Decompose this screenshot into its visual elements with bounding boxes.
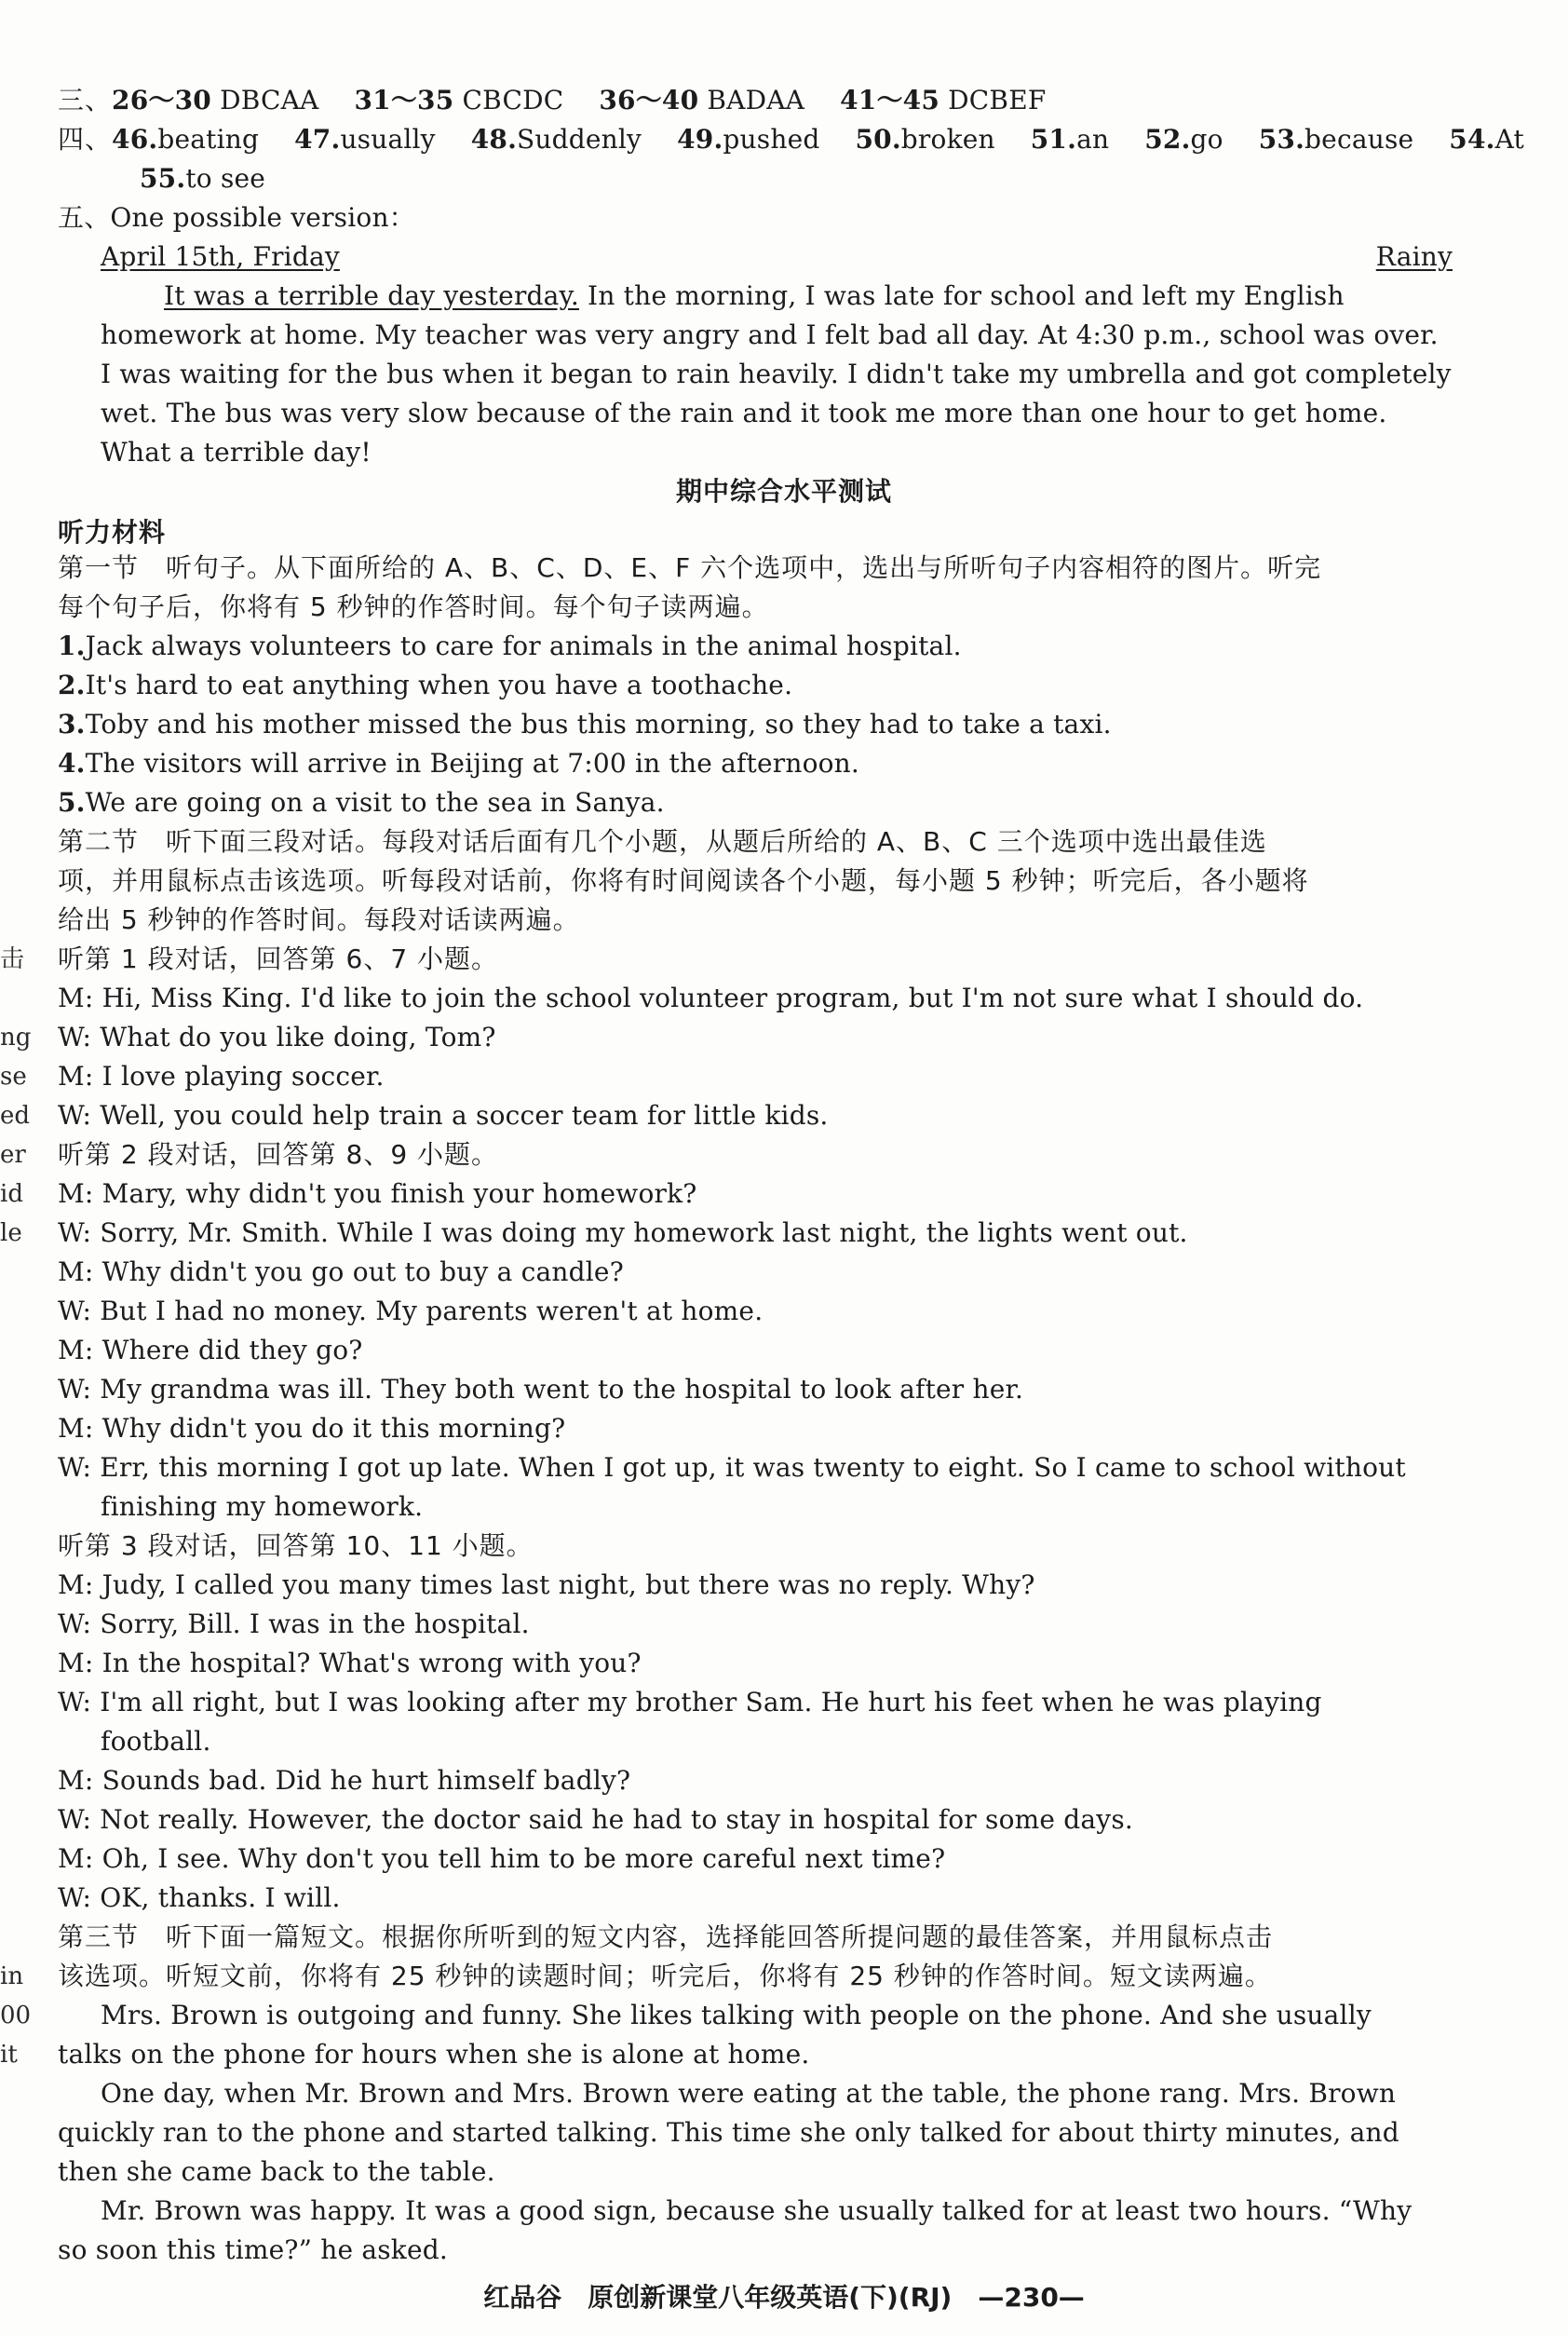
dialogue-line: W: Sorry, Bill. I was in the hospital.: [58, 1609, 530, 1639]
essay-line-5: What a terrible day!: [101, 437, 372, 468]
section-label: 三、: [58, 85, 113, 115]
essay-weather: Rainy: [1375, 241, 1453, 272]
part3-instruction: 第三节 听下面一篇短文。根据你所听到的短文内容，选择能回答所提问题的最佳答案，并用鼠标点击: [58, 1921, 1274, 1952]
dialogue-line: W: I'm all right, but I was looking after my brother Sam. He hurt his feet when he was playing: [58, 1687, 1322, 1717]
essay-date: April 15th, Friday: [101, 241, 340, 272]
dialogue-line: M: Hi, Miss King. I'd like to join the school volunteer program, but I'm not sure what I should do.: [58, 983, 1364, 1013]
dialogue-line: W: My grandma was ill. They both went to the hospital to look after her.: [58, 1374, 1024, 1405]
dialogue-line: M: Sounds bad. Did he hurt himself badly?: [58, 1765, 631, 1796]
dialogue-line-continuation: football.: [101, 1726, 211, 1757]
writing-heading: 五、One possible version：: [58, 202, 415, 233]
page-footer: 红品谷 原创新课堂八年级英语(下)(RJ) —230—: [483, 2282, 1085, 2313]
passage-line: then she came back to the table.: [58, 2156, 495, 2187]
dialogue-line: M: Why didn't you go out to buy a candle?: [58, 1256, 624, 1287]
dialogue-line: M: Mary, why didn't you finish your homework?: [58, 1178, 697, 1209]
listening-sentence: 3.Toby and his mother missed the bus this morning, so they had to take a taxi.: [58, 709, 1112, 740]
dialogue-line: M: I love playing soccer.: [58, 1061, 385, 1092]
listening-sentence: 4.The visitors will arrive in Beijing at 7:00 in the afternoon.: [58, 748, 860, 779]
margin-fragment: in: [0, 1962, 24, 1990]
listening-sentence: 1.Jack always volunteers to care for animals in the animal hospital.: [58, 631, 962, 661]
passage-line: Mr. Brown was happy. It was a good sign, because she usually talked for at least two hours. “Why: [101, 2195, 1413, 2226]
margin-fragment: id: [0, 1180, 23, 1208]
dialogue-line: W: OK, thanks. I will.: [58, 1882, 341, 1913]
listening-title: 听力材料: [58, 517, 167, 548]
passage-line: One day, when Mr. Brown and Mrs. Brown were eating at the table, the phone rang. Mrs. Brown: [101, 2078, 1397, 2109]
essay-line-3: I was waiting for the bus when it began to rain heavily. I didn't take my umbrella and got completely: [101, 359, 1452, 389]
dialogue-line: M: Judy, I called you many times last night, but there was no reply. Why?: [58, 1569, 1035, 1600]
answer-group: 36～40 BADAA: [599, 85, 805, 115]
dialogue-line: W: Err, this morning I got up late. When I got up, it was twenty to eight. So I came to school without: [58, 1452, 1406, 1483]
part1-instruction: 第一节 听句子。从下面所给的 A、B、C、D、E、F 六个选项中，选出与所听句子内容相符的图片。听完: [58, 552, 1322, 583]
section-title: 期中综合水平测试: [675, 476, 892, 507]
passage-line: so soon this time?” he asked.: [58, 2234, 448, 2265]
margin-fragment: 击: [0, 945, 25, 973]
passage-line: Mrs. Brown is outgoing and funny. She likes talking with people on the phone. And she usually: [101, 2000, 1372, 2030]
dialogue-line: W: But I had no money. My parents weren't at home.: [58, 1296, 764, 1326]
answer-item-55: 55.to see: [140, 163, 266, 194]
dialogue-line: W: Well, you could help train a soccer team for little kids.: [58, 1100, 829, 1131]
dialogue-2-heading: 听第 2 段对话，回答第 8、9 小题。: [58, 1139, 499, 1170]
passage-line: talks on the phone for hours when she is alone at home.: [58, 2039, 810, 2070]
dialogue-3-heading: 听第 3 段对话，回答第 10、11 小题。: [58, 1530, 534, 1561]
part3-instruction: 该选项。听短文前，你将有 25 秒钟的读题时间；听完后，你将有 25 秒钟的作答时间。短文读两遍。: [58, 1961, 1272, 1991]
margin-fragment: er: [0, 1141, 26, 1169]
essay-line-2: homework at home. My teacher was very angry and I felt bad all day. At 4:30 p.m., school was over.: [101, 319, 1439, 350]
part1-instruction: 每个句子后，你将有 5 秒钟的作答时间。每个句子读两遍。: [58, 591, 769, 622]
listening-sentence: 2.It's hard to eat anything when you have a toothache.: [58, 670, 793, 700]
answer-group: 26～30 DBCAA: [112, 85, 319, 115]
dialogue-1-heading: 听第 1 段对话，回答第 6、7 小题。: [58, 944, 499, 974]
answer-row-4: 四、 46.beating 47.usually 48.Suddenly 49.pushed 50.broken 51.an 52.go 53.because 54.At: [58, 121, 1454, 158]
part2-instruction: 第二节 听下面三段对话。每段对话后面有几个小题，从题后所给的 A、B、C 三个选项中选出最佳选: [58, 826, 1267, 857]
part2-instruction: 给出 5 秒钟的作答时间。每段对话读两遍。: [58, 904, 580, 935]
dialogue-line: M: Where did they go?: [58, 1335, 363, 1365]
answer-row-3: [58, 82, 1454, 119]
dialogue-line-continuation: finishing my homework.: [101, 1491, 424, 1522]
dialogue-line: M: In the hospital? What's wrong with you?: [58, 1648, 642, 1678]
listening-sentence: 5.We are going on a visit to the sea in Sanya.: [58, 787, 665, 818]
answer-group: 41～45 DCBEF: [840, 85, 1047, 115]
margin-fragment: 00: [0, 2002, 32, 2030]
essay-line-4: wet. The bus was very slow because of the rain and it took me more than one hour to get home.: [101, 398, 1387, 428]
margin-fragment: le: [0, 1219, 22, 1247]
passage-line: quickly ran to the phone and started talking. This time she only talked for about thirty minutes, and: [58, 2117, 1399, 2148]
essay-line-1: It was a terrible day yesterday. In the morning, I was late for school and left my English: [164, 280, 1345, 311]
dialogue-line: M: Oh, I see. Why don't you tell him to be more careful next time?: [58, 1843, 946, 1874]
margin-fragment: ng: [0, 1024, 32, 1052]
dialogue-line: W: Not really. However, the doctor said he had to stay in hospital for some days.: [58, 1804, 1133, 1835]
margin-fragment: ed: [0, 1102, 31, 1130]
dialogue-line: M: Why didn't you do it this morning?: [58, 1413, 566, 1444]
section-label: 四、: [58, 124, 113, 155]
dialogue-line: W: What do you like doing, Tom?: [58, 1022, 496, 1052]
answer-group: 31～35 CBCDC: [354, 85, 564, 115]
part2-instruction: 项，并用鼠标点击该选项。听每段对话前，你将有时间阅读各个小题，每小题 5 秒钟；听完后，各小题将: [58, 865, 1309, 896]
margin-fragment: it: [0, 2041, 18, 2069]
margin-fragment: se: [0, 1063, 27, 1091]
dialogue-line: W: Sorry, Mr. Smith. While I was doing my homework last night, the lights went out.: [58, 1217, 1188, 1248]
